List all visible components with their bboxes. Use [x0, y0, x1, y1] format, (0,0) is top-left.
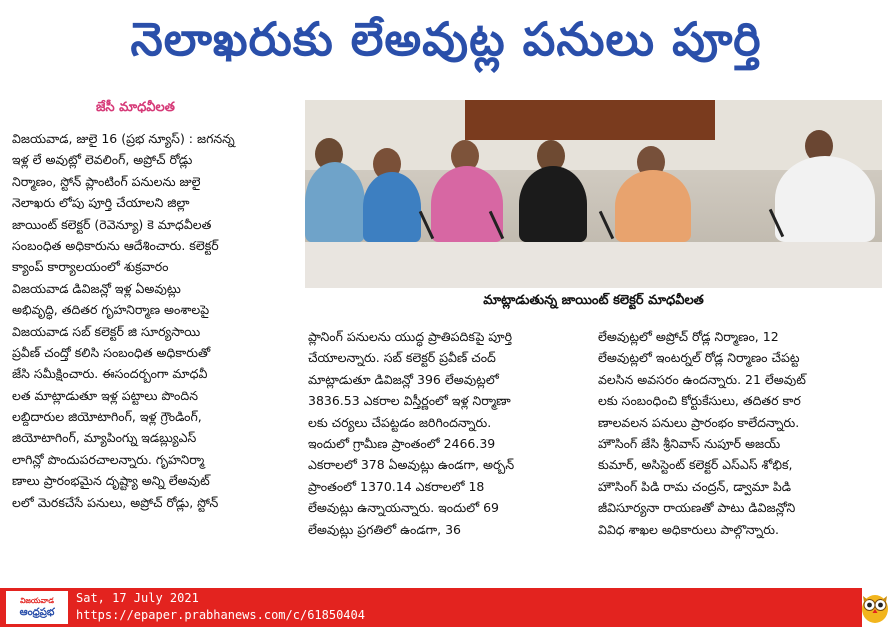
article-line: జాయింట్ కలెక్టర్ (రెవెన్యూ) కె మాధవీలత [12, 216, 212, 232]
person-body [431, 166, 503, 242]
person-body [519, 166, 587, 242]
person-body [305, 162, 365, 242]
microphone-icon [599, 211, 614, 239]
article-line: హౌసింగ్ జేసి శ్రీనివాస్ నుపూర్ అజయ్ [598, 435, 781, 451]
article-line: విజయవాడ డివిజన్లో ఇళ్ల ఏఅవుట్లు [12, 280, 181, 296]
article-line: ప్లానింగ్ పనులను యుద్ధ ప్రాతిపదికపై పూర్తి [308, 329, 513, 344]
person-body [775, 156, 875, 242]
article-line: విజయవాడ సబ్ కలెక్టర్ జి సూర్యసాయి [12, 323, 201, 339]
article-line: నిర్మాణం, స్టోన్ ప్లాంటింగ్ పనులను జులై [12, 173, 201, 189]
photo-board [465, 100, 715, 140]
clip-url-link[interactable]: https://epaper.prabhanews.com/c/61850404 [76, 608, 365, 622]
article-line: ఇందులో గ్రామీణ ప్రాంతంలో 2466.39 [308, 435, 496, 451]
article-line: లకు చర్యలు చేపట్టడం జరిగిందన్నారు. [308, 414, 492, 430]
article-line: ప్రవీణ్ చంద్తో కలిసి సంబంధిత అధికారుతో [12, 344, 211, 360]
article-line: లేఅవుట్లు ప్రగతిలో ఉండగా, 36 [308, 521, 461, 537]
article-line: విజయవాడ, జులై 16 (ప్రభ న్యూస్) : జగనన్న [12, 131, 235, 146]
headline: నెలాఖరుకు లేఅవుట్ల పనులు పూర్తి [130, 12, 762, 66]
article-line: లలో మెరకచేసే పనులు, అప్రోచ్ రోడ్లు, స్టోన్ [12, 494, 219, 510]
article-line: అభివృద్ధి, తదితర గృహనిర్మాణ అంశాలపై [12, 302, 210, 318]
article-line: ణాలవలన పనులు ప్రారంభం కాలేదన్నారు. [598, 414, 800, 430]
article-line: లేఅవుట్లలో అప్రోచ్ రోడ్ల నిర్మాణం, 12 [598, 329, 779, 344]
article-column-2 [308, 326, 580, 540]
article-line: ఎకరాలలో 378 ఏఅవుట్లు ఉండగా, అర్బన్ [308, 457, 515, 473]
article-line: లాగిన్లో పొందుపరచాలన్నారు. గృహనిర్మా [12, 451, 205, 467]
article-line: కుమార్, అసిస్టెంట్ కలెక్టర్ ఎస్ఎస్ శోభిక, [598, 457, 793, 473]
edition-date: Sat, 17 July 2021 [76, 591, 199, 605]
person-body [615, 170, 691, 242]
article-line: 3836.53 ఎకరాల విస్తీర్ణంలో ఇళ్ల నిర్మాణా [308, 393, 511, 409]
article-line: వివిధ శాఖల అధికారులు పాల్గొన్నారు. [598, 521, 779, 537]
article-line: ణాలు ప్రారంభమైన దృష్ట్యా అన్ని లేఅవుట్ [12, 473, 210, 489]
article-line: జీవిసూర్యనా రాయణతో పాటు డివిజన్లోని [598, 500, 796, 516]
photo-caption: మాట్లాడుతున్న జాయింట్ కలెక్టర్ మాధవీలత [305, 288, 882, 316]
article-line: మాట్లాడుతూ డివిజన్లో 396 లేఅవుట్లలో [308, 371, 499, 387]
article-line: ఇళ్ల లే అవుట్లో లెవలింగ్, అప్రోచ్ రోడ్లు [12, 152, 193, 168]
article-line: లత మాట్లాడుతూ ఇళ్ల పట్టాలు పొందిన [12, 387, 198, 403]
article-line: చేయాలన్నారు. సబ్ కలెక్టర్ ప్రవీణ్ చంద్ [308, 350, 496, 366]
byline: జేసీ మాధవీలత [96, 100, 175, 115]
article-line: నెలాఖరు లోపు పూర్తి చేయాలని జిల్లా [12, 195, 190, 211]
article-column-3 [598, 326, 880, 540]
article-line: లేఅవుట్లలో ఇంటర్నల్ రోడ్ల నిర్మాణం చేపట్ట [598, 350, 800, 366]
article-line: లబ్దిదారుల జియోటాగింగ్, ఇళ్ల గ్రౌండింగ్, [12, 409, 202, 425]
article-line: లకు సంబంధించి కోర్టుకేసులు, తదితర కార [598, 393, 801, 409]
photo-table [305, 242, 882, 288]
epaper-footer [0, 588, 892, 627]
newspaper-logo[interactable] [6, 591, 68, 624]
article-line: హౌసింగ్ పిడి రామ చంద్రన్, డ్వామా పిడి [598, 478, 792, 494]
article-line: ప్రాంతంలో 1370.14 ఎకరాలలో 18 [308, 478, 485, 494]
meeting-photo [305, 100, 882, 288]
article-line: జియోటాగింగ్, మ్యాపింగ్ను ఇడబ్ల్యుఎస్ [12, 430, 197, 446]
article-line: వలసిన అవసరం ఉందన్నారు. 21 లేఅవుట్ [598, 371, 806, 387]
logo-title: ఆంధ్రప్రభ [19, 606, 55, 618]
article-line: సంబంధిత అధికారును ఆదేశించారు. కలెక్టర్ [12, 237, 219, 253]
logo-edition: విజయవాడ [20, 595, 54, 605]
article-line: జేసి సమీక్షించారు. ఈసందర్బంగా మాధవీ [12, 366, 208, 382]
article-line: లేఅవుట్లు ఉన్నాయన్నారు. ఇందులో 69 [308, 500, 499, 516]
article-line: క్యాంప్ కార్యాలయంలో శుక్రవారం [12, 259, 169, 275]
article-column-1 [12, 128, 296, 513]
owl-icon[interactable] [860, 590, 890, 624]
person-body [363, 172, 421, 242]
